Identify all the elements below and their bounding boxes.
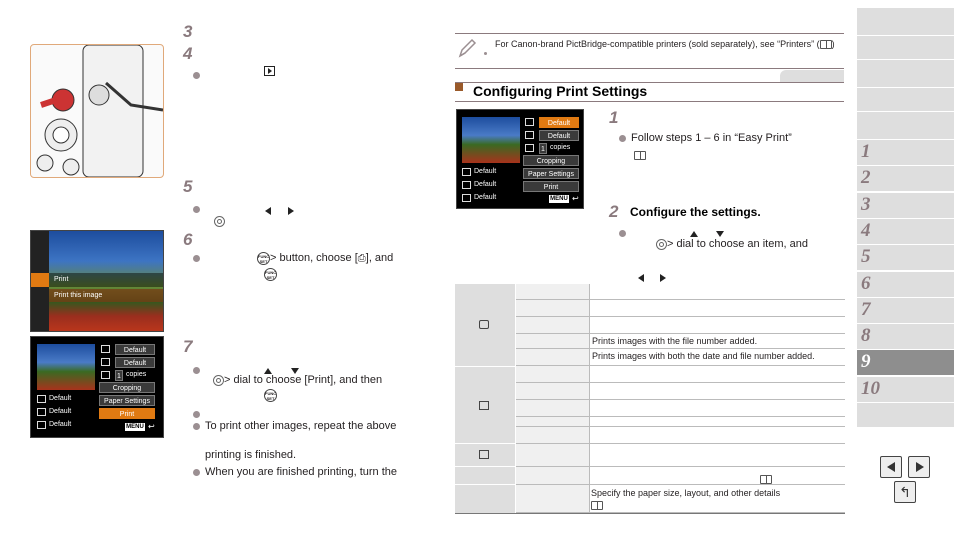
print-menu-label: Print — [54, 276, 69, 283]
print-icon: ⎙ — [357, 253, 366, 264]
config-file-value: Default — [539, 130, 579, 141]
section-tab — [780, 70, 844, 82]
sidebar-chapter-number: 8 — [861, 325, 871, 347]
config-date-icon — [525, 118, 534, 126]
print-menu-icon-selected — [31, 273, 49, 287]
sidebar-chapter-1[interactable] — [857, 140, 954, 166]
table-row — [516, 334, 845, 349]
sidebar-chapter-5[interactable] — [857, 245, 954, 271]
repeat-text: To print other images, repeat the above — [205, 420, 397, 432]
copies-label: copies — [126, 371, 147, 378]
table-option-cell — [516, 400, 590, 416]
sidebar-chapter-3[interactable] — [857, 193, 954, 219]
paper-settings-button: Paper Settings — [99, 395, 155, 406]
table-option-cell — [516, 366, 590, 382]
sidebar-chapter-9[interactable] — [857, 350, 954, 376]
sidebar-chapter-number: 9 — [861, 351, 871, 373]
note-bottom-rule — [455, 68, 844, 69]
pencil-note-icon — [457, 37, 477, 59]
file-no-status-icon — [37, 408, 46, 416]
print-this-image-label: Print this image — [54, 292, 103, 299]
copies-setting-icon — [101, 371, 110, 379]
func-set-icon: FUNC SET — [258, 253, 270, 264]
control-dial-icon — [214, 213, 225, 231]
config-file-status-label: Default — [474, 181, 497, 188]
paper-category-cell — [455, 485, 515, 514]
step-2-text: > dial to choose an item, and — [667, 238, 808, 250]
config-paper-settings-button: Paper Settings — [523, 168, 579, 179]
step-3-number: 3 — [183, 22, 193, 41]
config-file-status-icon — [462, 181, 471, 189]
func-set-icon-2: FUNC SET — [265, 270, 277, 281]
step-1-line — [619, 131, 792, 145]
paper-status-label: Default — [49, 421, 72, 428]
table-option-cell — [516, 427, 590, 443]
return-page-button[interactable] — [894, 481, 916, 503]
config-file-icon — [525, 131, 534, 139]
table-row — [516, 427, 845, 444]
sidebar-chapter-number: 2 — [861, 167, 871, 189]
config-copies-count: 1 — [539, 143, 547, 154]
print-button-selected: Print — [99, 408, 155, 419]
table-option-cell — [516, 317, 590, 333]
note-text: For Canon-brand PictBridge-compatible printers (sold separately), see “Printers” ( — [495, 39, 820, 49]
table-option-cell — [516, 444, 590, 466]
config-thumbnail-photo — [462, 117, 520, 163]
date-status-icon — [37, 395, 46, 403]
table-option-cell — [516, 467, 590, 484]
table-row — [516, 317, 845, 334]
table-option-cell — [516, 284, 590, 299]
table-row — [516, 444, 845, 467]
step-2-bullet — [619, 225, 631, 243]
config-paper-status-icon — [462, 194, 471, 202]
date-setting-icon — [101, 345, 110, 353]
config-cropping-button: Cropping — [523, 155, 579, 166]
book-reference-icon-4 — [760, 471, 772, 489]
config-date-status-icon — [462, 168, 471, 176]
paper-settings-text: Specify the paper size, layout, and other details — [591, 488, 781, 498]
book-reference-icon-2 — [634, 147, 646, 165]
table-row — [516, 349, 845, 366]
step-7-bullet — [193, 362, 205, 380]
table-bottom-rule — [455, 513, 845, 514]
table-row — [516, 400, 845, 417]
sidebar-tab-basic[interactable] — [857, 60, 954, 88]
table-option-cell — [516, 383, 590, 399]
sidebar-tab-contents[interactable] — [857, 112, 954, 140]
table-option-cell — [516, 300, 590, 316]
cropping-category-cell — [455, 467, 515, 484]
previous-page-button[interactable] — [880, 456, 902, 478]
file-number-setting-icon — [101, 358, 110, 366]
sidebar-tab-advanced[interactable] — [857, 88, 954, 112]
config-paper-status-label: Default — [474, 194, 497, 201]
step-2-text-line — [656, 237, 808, 251]
sidebar-chapter-number: 5 — [861, 246, 871, 268]
table-option-cell — [516, 417, 590, 426]
config-menu-icon: MENU — [550, 196, 568, 202]
config-date-status-label: Default — [474, 168, 497, 175]
copies-count: 1 — [115, 370, 123, 381]
file-no-category-icon — [479, 401, 489, 410]
table-row — [516, 467, 845, 485]
sidebar-chapter-number: 10 — [861, 377, 880, 399]
sidebar-chapter-4[interactable] — [857, 219, 954, 245]
step-7-number: 7 — [183, 337, 193, 356]
date-setting-value: Default — [115, 344, 155, 355]
config-print-button: Print — [523, 181, 579, 192]
step-7-text: > dial to choose [Print], and then — [224, 374, 383, 386]
next-arrow-icon — [916, 462, 924, 472]
next-page-button[interactable] — [908, 456, 930, 478]
config-copies-label: copies — [550, 144, 571, 151]
sidebar-chapter-10[interactable] — [857, 377, 954, 403]
table-row — [516, 284, 845, 300]
previous-arrow-icon — [887, 462, 895, 472]
control-dial-icon-3 — [656, 239, 667, 250]
sidebar-chapter-number: 4 — [861, 219, 871, 241]
table-row — [516, 417, 845, 427]
sidebar-chapter-number: 6 — [861, 272, 871, 294]
return-icon: ↩ — [148, 422, 155, 431]
sidebar-chapter-number: 1 — [861, 141, 871, 162]
printing-finished-text: printing is finished. — [205, 449, 297, 461]
thumbnail-photo — [37, 344, 95, 390]
table-row — [516, 366, 845, 383]
left-arrow-icon — [265, 202, 271, 220]
step-6-number: 6 — [183, 230, 193, 249]
step-6-text-end: ], and — [365, 252, 394, 264]
step-1-text: Follow steps 1 – 6 in “Easy Print” — [631, 132, 792, 144]
table-option-cell — [516, 349, 590, 365]
step-5-number: 5 — [183, 177, 193, 196]
return-arrow-icon: ↰ — [899, 484, 911, 500]
table-option-cell — [516, 334, 590, 348]
book-reference-icon — [820, 40, 832, 49]
step-6-text-line — [193, 251, 393, 266]
paper-status-icon — [37, 421, 46, 429]
sidebar-chapter-number: 7 — [861, 298, 871, 320]
bullet-dot — [193, 72, 200, 79]
sidebar-chapter-6[interactable] — [857, 272, 954, 298]
config-date-value-selected: Default — [539, 117, 579, 128]
paper-settings-description — [591, 487, 841, 511]
step-4-bullet — [193, 67, 205, 85]
sidebar-chapter-2[interactable] — [857, 166, 954, 192]
config-return-icon: ↩ — [572, 194, 579, 203]
config-screen — [456, 109, 584, 209]
cropping-button: Cropping — [99, 382, 155, 393]
sidebar-chapter-number: 3 — [861, 193, 871, 215]
note-text-block: For Canon-brand PictBridge-compatible printers (sold separately), see “Printers” ( ) — [495, 39, 835, 49]
menu-icon: MENU — [126, 424, 144, 430]
step-4-number: 4 — [183, 44, 193, 63]
step-2-title: Configure the settings. — [630, 205, 761, 219]
table-row — [516, 383, 845, 400]
playback-menu-screen — [30, 230, 164, 332]
step-6-text: > button, choose [ — [270, 252, 358, 264]
turn-off-text: When you are finished printing, turn the — [205, 466, 398, 478]
step-7-text-line — [213, 373, 382, 387]
sidebar-tab-cover[interactable] — [857, 8, 954, 36]
config-copies-icon — [525, 144, 534, 152]
func-set-icon-3: FUNC SET — [265, 391, 277, 402]
control-dial-icon-2 — [213, 375, 224, 386]
table-row — [516, 300, 845, 317]
table-option-cell — [516, 485, 590, 512]
playback-button-icon — [264, 66, 275, 76]
sidebar-chapter-8[interactable] — [857, 324, 954, 350]
camera-illustration — [30, 44, 164, 178]
note-bullet — [484, 42, 491, 49]
copies-category-icon — [479, 450, 489, 459]
step-5-bullet — [193, 201, 205, 219]
section-title: Configuring Print Settings — [473, 83, 648, 99]
step-2-number: 2 — [609, 202, 619, 221]
step-1-number: 1 — [609, 108, 619, 127]
note-top-rule — [455, 33, 844, 34]
sidebar-tab-before-use[interactable] — [857, 36, 954, 60]
table-description-cell: Prints images with the file number added. — [592, 336, 758, 346]
table-description-cell: Prints images with both the date and file number added. — [592, 351, 815, 361]
book-reference-icon-3 — [591, 501, 603, 510]
sidebar-chapter-7[interactable] — [857, 298, 954, 324]
camera-body-graphic — [31, 45, 163, 177]
date-status-label: Default — [49, 395, 72, 402]
repeat-bullet — [193, 419, 396, 433]
date-category-icon — [479, 320, 489, 329]
turn-off-bullet — [193, 465, 397, 479]
sidebar-tab-index[interactable] — [857, 403, 954, 428]
section-heading-marker — [455, 83, 463, 91]
right-arrow-icon — [288, 202, 294, 220]
file-no-status-label: Default — [49, 408, 72, 415]
file-number-setting-value: Default — [115, 357, 155, 368]
print-settings-screen — [30, 336, 164, 438]
